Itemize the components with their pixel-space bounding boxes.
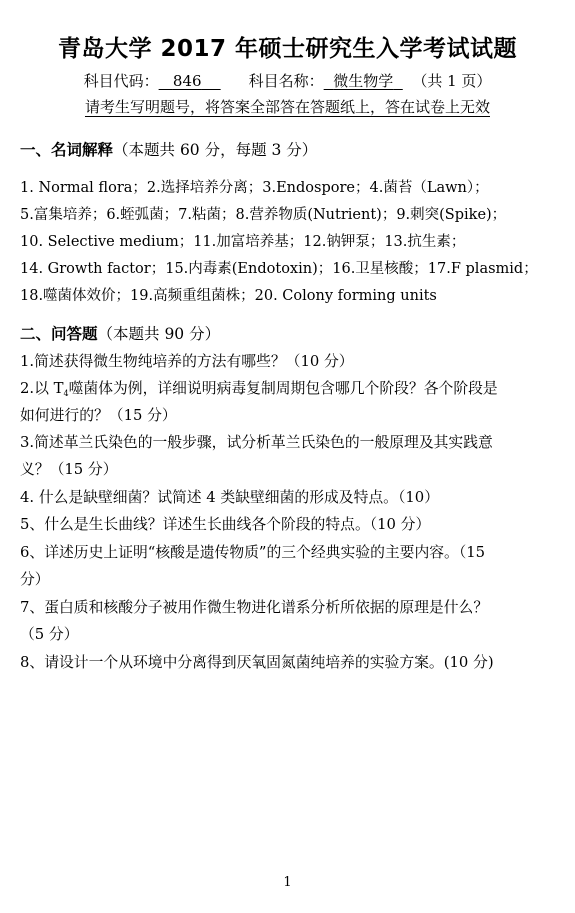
question-8: 8、请设计一个从环境中分离得到厌氧固氮菌纯培养的实验方案。(10 分) — [20, 654, 494, 671]
question-2-line-2: 如何进行的？（15 分） — [20, 407, 177, 424]
section-1-note: （本题共 60 分，每题 3 分） — [113, 141, 318, 159]
question-4: 4. 什么是缺壁细菌？试简述 4 类缺壁细菌的形成及特点。（10） — [20, 489, 439, 506]
subject-code: 846 — [172, 72, 202, 90]
subject-name-label: 科目名称： — [248, 72, 324, 90]
question-6-line-1: 6、详述历史上证明“核酸是遗传物质”的三个经典实验的主要内容。（15 — [20, 544, 486, 561]
question-2-line-1: 2.以 $T_4$噬菌体为例，详细说明病毒复制周期包含哪几个阶段？各个阶段是 — [20, 380, 498, 398]
page-number: 1 — [283, 875, 292, 890]
term-line-4: 14. Growth factor；15.内毒素(Endotoxin)；16.卫星核酸；17.F plasmid； — [20, 261, 538, 277]
subject-code-label: 科目代码： — [83, 72, 159, 90]
section-1-heading — [20, 138, 317, 160]
section-2-note: （本题共 90 分） — [97, 325, 221, 343]
term-line-2: 5.富集培养；6.蛭弧菌；7.粘菌；8.营养物质(Nutrient)；9.刺突(Spike)； — [20, 207, 507, 223]
question-3-line-2: 义？（15 分） — [20, 461, 118, 478]
question-1: 1.简述获得微生物纯培养的方法有哪些？（10 分） — [20, 353, 354, 370]
phage-subscript: 4 — [63, 389, 69, 398]
exam-title: 青岛大学 2017 年硕士研究生入学考试试题 — [57, 36, 518, 62]
question-5: 5、什么是生长曲线？详述生长曲线各个阶段的特点。（10 分） — [20, 516, 431, 533]
question-7-line-2: （5 分） — [20, 626, 79, 643]
section-2-heading — [20, 322, 220, 344]
question-7-line-1: 7、蛋白质和核酸分子被用作微生物进化谱系分析所依据的原理是什么？ — [20, 599, 489, 616]
section-2-title: 二、问答题 — [20, 324, 98, 343]
question-3-line-1: 3.简述革兰氏染色的一般步骤，试分析革兰氏染色的一般原理及其实践意 — [20, 434, 493, 451]
subject-info — [0, 70, 575, 91]
term-line-3: 10. Selective medium；11.加富培养基；12.钠钾泵；13.抗生素； — [20, 234, 466, 250]
term-line-5: 18.噬菌体效价；19.高频重组菌株；20. Colony forming units — [20, 288, 437, 304]
exam-notice: 请考生写明题号，将答案全部答在答题纸上，答在试卷上无效 — [84, 98, 490, 116]
section-1-title: 一、名词解释 — [20, 140, 114, 159]
term-line-1: 1. Normal flora；2.选择培养分离；3.Endospore；4.菌苔（Lawn）； — [20, 180, 489, 196]
question-6-line-2: 分） — [20, 571, 50, 588]
subject-name: 微生物学 — [333, 72, 394, 90]
page-count: （共 1 页） — [412, 72, 492, 90]
